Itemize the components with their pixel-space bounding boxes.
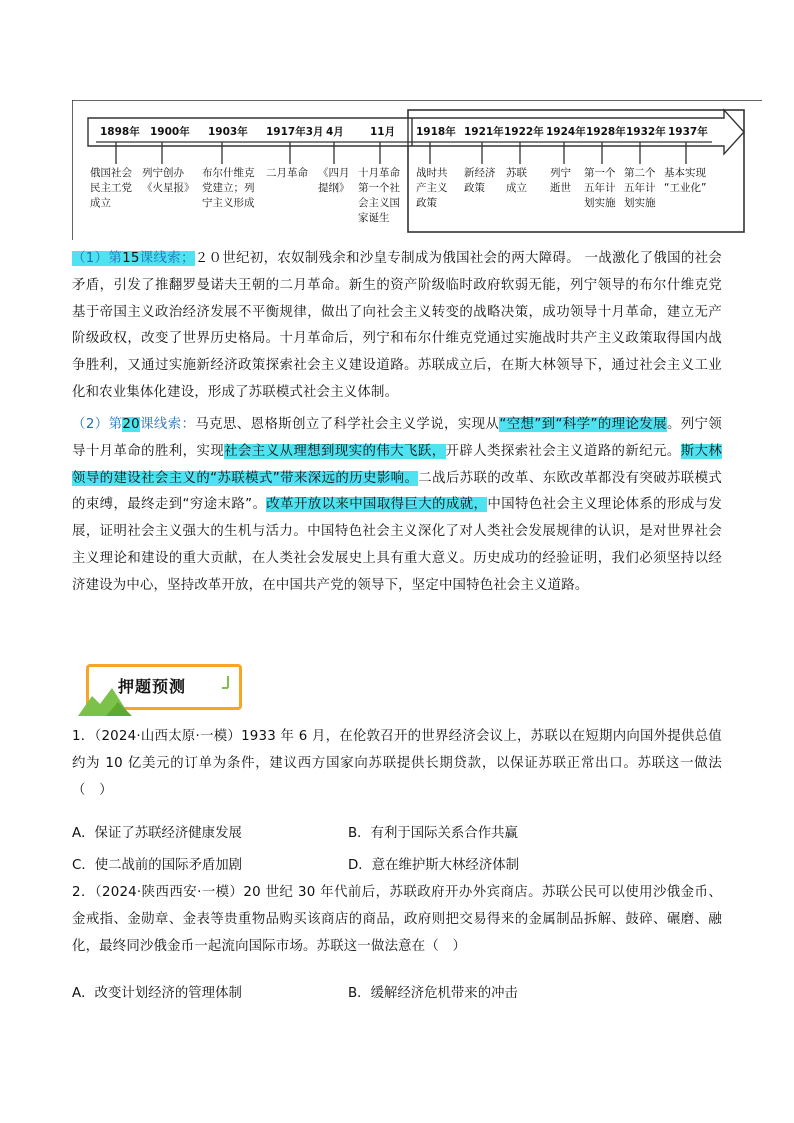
- paragraph-lesson-20: [72, 412, 722, 600]
- section-badge: [78, 662, 242, 718]
- paragraph-text: 开辟人类探索社会主义道路的新纪元。: [445, 443, 681, 459]
- question-2-option-a[interactable]: A．改变计划经济的管理体制: [72, 986, 242, 1001]
- timeline-label: 第一个 五年计 划实施: [584, 167, 616, 209]
- paragraph-text: 二战后苏联的改革、东欧改革都没有突破苏联模式的束缚，最终走到“穷途末路”。: [72, 470, 723, 513]
- timeline-label: 二月革命: [266, 167, 308, 179]
- timeline-year: 1928年: [586, 126, 626, 138]
- timeline-label: 列宁 逝世: [550, 167, 571, 194]
- timeline-label: 十月革命 第一个社 会主义国 家诞生: [358, 167, 400, 224]
- question-2-stem: 2．（2024·陕西西安·一模）20 世纪 30 年代前后，苏联政府开办外宾商店。苏联公民可以使用沙俄金币、金戒指、金勋章、金表等贵重物品购买该商店的商品，政府则把交易得来的金属制品拆解、鼓碎、碾磨、融化，最终同沙俄金币一起流向国际市场。苏联这一做法意在（ ）: [72, 885, 722, 954]
- paragraph-text: 。列宁领导十月革命的胜利，实现: [72, 417, 722, 459]
- lesson-lead-prefix: （2）第: [72, 417, 123, 432]
- timeline-year: 1924年: [546, 126, 586, 138]
- timeline-year: 1903年: [208, 126, 248, 138]
- timeline-year: 1921年: [464, 126, 504, 138]
- highlighted-text: 斯大林领导的建设社会主义的“苏联模式”带来深远的历史影响。: [72, 443, 722, 486]
- timeline-figure: [72, 100, 762, 240]
- timeline-label: 基本实现 “工业化”: [664, 167, 707, 194]
- paragraph-lesson-15: [72, 246, 722, 407]
- timeline-year: 11月: [370, 126, 396, 138]
- timeline-year: 4月: [326, 126, 344, 138]
- timeline-label: 列宁创办 《火星报》: [142, 167, 195, 194]
- timeline-label: 新经济 政策: [464, 167, 496, 194]
- lesson-lead-prefix: （1）第: [72, 251, 123, 266]
- timeline-year: 1937年: [668, 126, 708, 138]
- lesson-lead-suffix: 课线索；: [139, 251, 195, 266]
- timeline-year: 1898年: [100, 126, 140, 138]
- timeline-year: 1918年: [416, 126, 456, 138]
- timeline-year: 1900年: [150, 126, 190, 138]
- paragraph-body: ２０世纪初，农奴制残余和沙皇专制成为俄国社会的两大障碍。 一战激化了俄国的社会矛盾，引发了推翻罗曼诺夫王朝的二月革命。新生的资产阶级临时政府软弱无能，列宁领导的布尔什维克党基于帝国主义政治经济发展不平衡规律，做出了向社会主义转变的战略决策，成功领导十月革命，建立无产阶级政权，改变了世界历史格局。十月革命后，列宁和布尔什维克党通过实施战时共产主义政策取得国内战争胜利，又通过实施新经济政策探索社会主义建设道路。苏联成立后，在斯大林领导下，通过社会主义工业化和农业集体化建设，形成了苏联模式社会主义体制。: [72, 251, 722, 400]
- question-1-option-d[interactable]: D．意在维护斯大林经济体制: [348, 858, 519, 873]
- timeline-label: 第二个 五年计 划实施: [624, 167, 656, 209]
- question-1-option-c[interactable]: C．使二战前的国际矛盾加剧: [72, 858, 243, 873]
- lesson-number: 15: [122, 251, 140, 266]
- timeline-label: 《四月 提纲》: [318, 167, 350, 194]
- lesson-number: 20: [122, 417, 140, 432]
- timeline-label: 布尔什维克 党建立；列 宁主义形成: [202, 167, 255, 209]
- timeline-label: 战时共 产主义 政策: [416, 167, 448, 209]
- highlighted-text: 社会主义从理想到现实的伟大飞跃，: [224, 443, 446, 459]
- question-2-option-b[interactable]: B．缓解经济危机带来的冲击: [348, 986, 518, 1001]
- timeline-year: 1932年: [626, 126, 666, 138]
- question-1-option-b[interactable]: B．有利于国际关系合作共赢: [348, 826, 518, 841]
- timeline-label: 苏联 成立: [506, 167, 527, 194]
- paragraph-text: 马克思、恩格斯创立了科学社会主义学说，实现从: [195, 417, 500, 432]
- question-1-option-a[interactable]: A．保证了苏联经济健康发展: [72, 826, 242, 841]
- timeline-year: 1917年3月: [266, 126, 324, 138]
- timeline-year: 1922年: [504, 126, 544, 138]
- paragraph-text: 中国特色社会主义理论体系的形成与发展，证明社会主义强大的生机与活力。中国特色社会主义深化了对人类社会发展规律的认识，是对世界社会主义理论和建设的重大贡献，在人类社会发展史上具有重大意义。历史成功的经验证明，我们必须坚持以经济建设为中心，坚持改革开放，在中国共产党的领导下，坚定中国特色社会主义道路。: [72, 497, 723, 593]
- timeline-label: 俄国社会 民主工党 成立: [90, 167, 132, 209]
- lesson-lead-suffix: 课线索：: [139, 417, 196, 432]
- question-1-stem: 1．（2024·山西太原·一模）1933 年 6 月，在伦敦召开的世界经济会议上，苏联以在短期内向国外提供总值约为 10 亿美元的订单为条件，建议西方国家向苏联提供长期贷款，以保证苏联正常出口。苏联这一做法（ ）: [72, 729, 722, 798]
- section-title: 押题预测: [118, 677, 187, 696]
- highlighted-text: “空想”到“科学”的理论发展: [499, 417, 667, 432]
- highlighted-text: 改革开放以来中国取得巨大的成就，: [266, 497, 488, 513]
